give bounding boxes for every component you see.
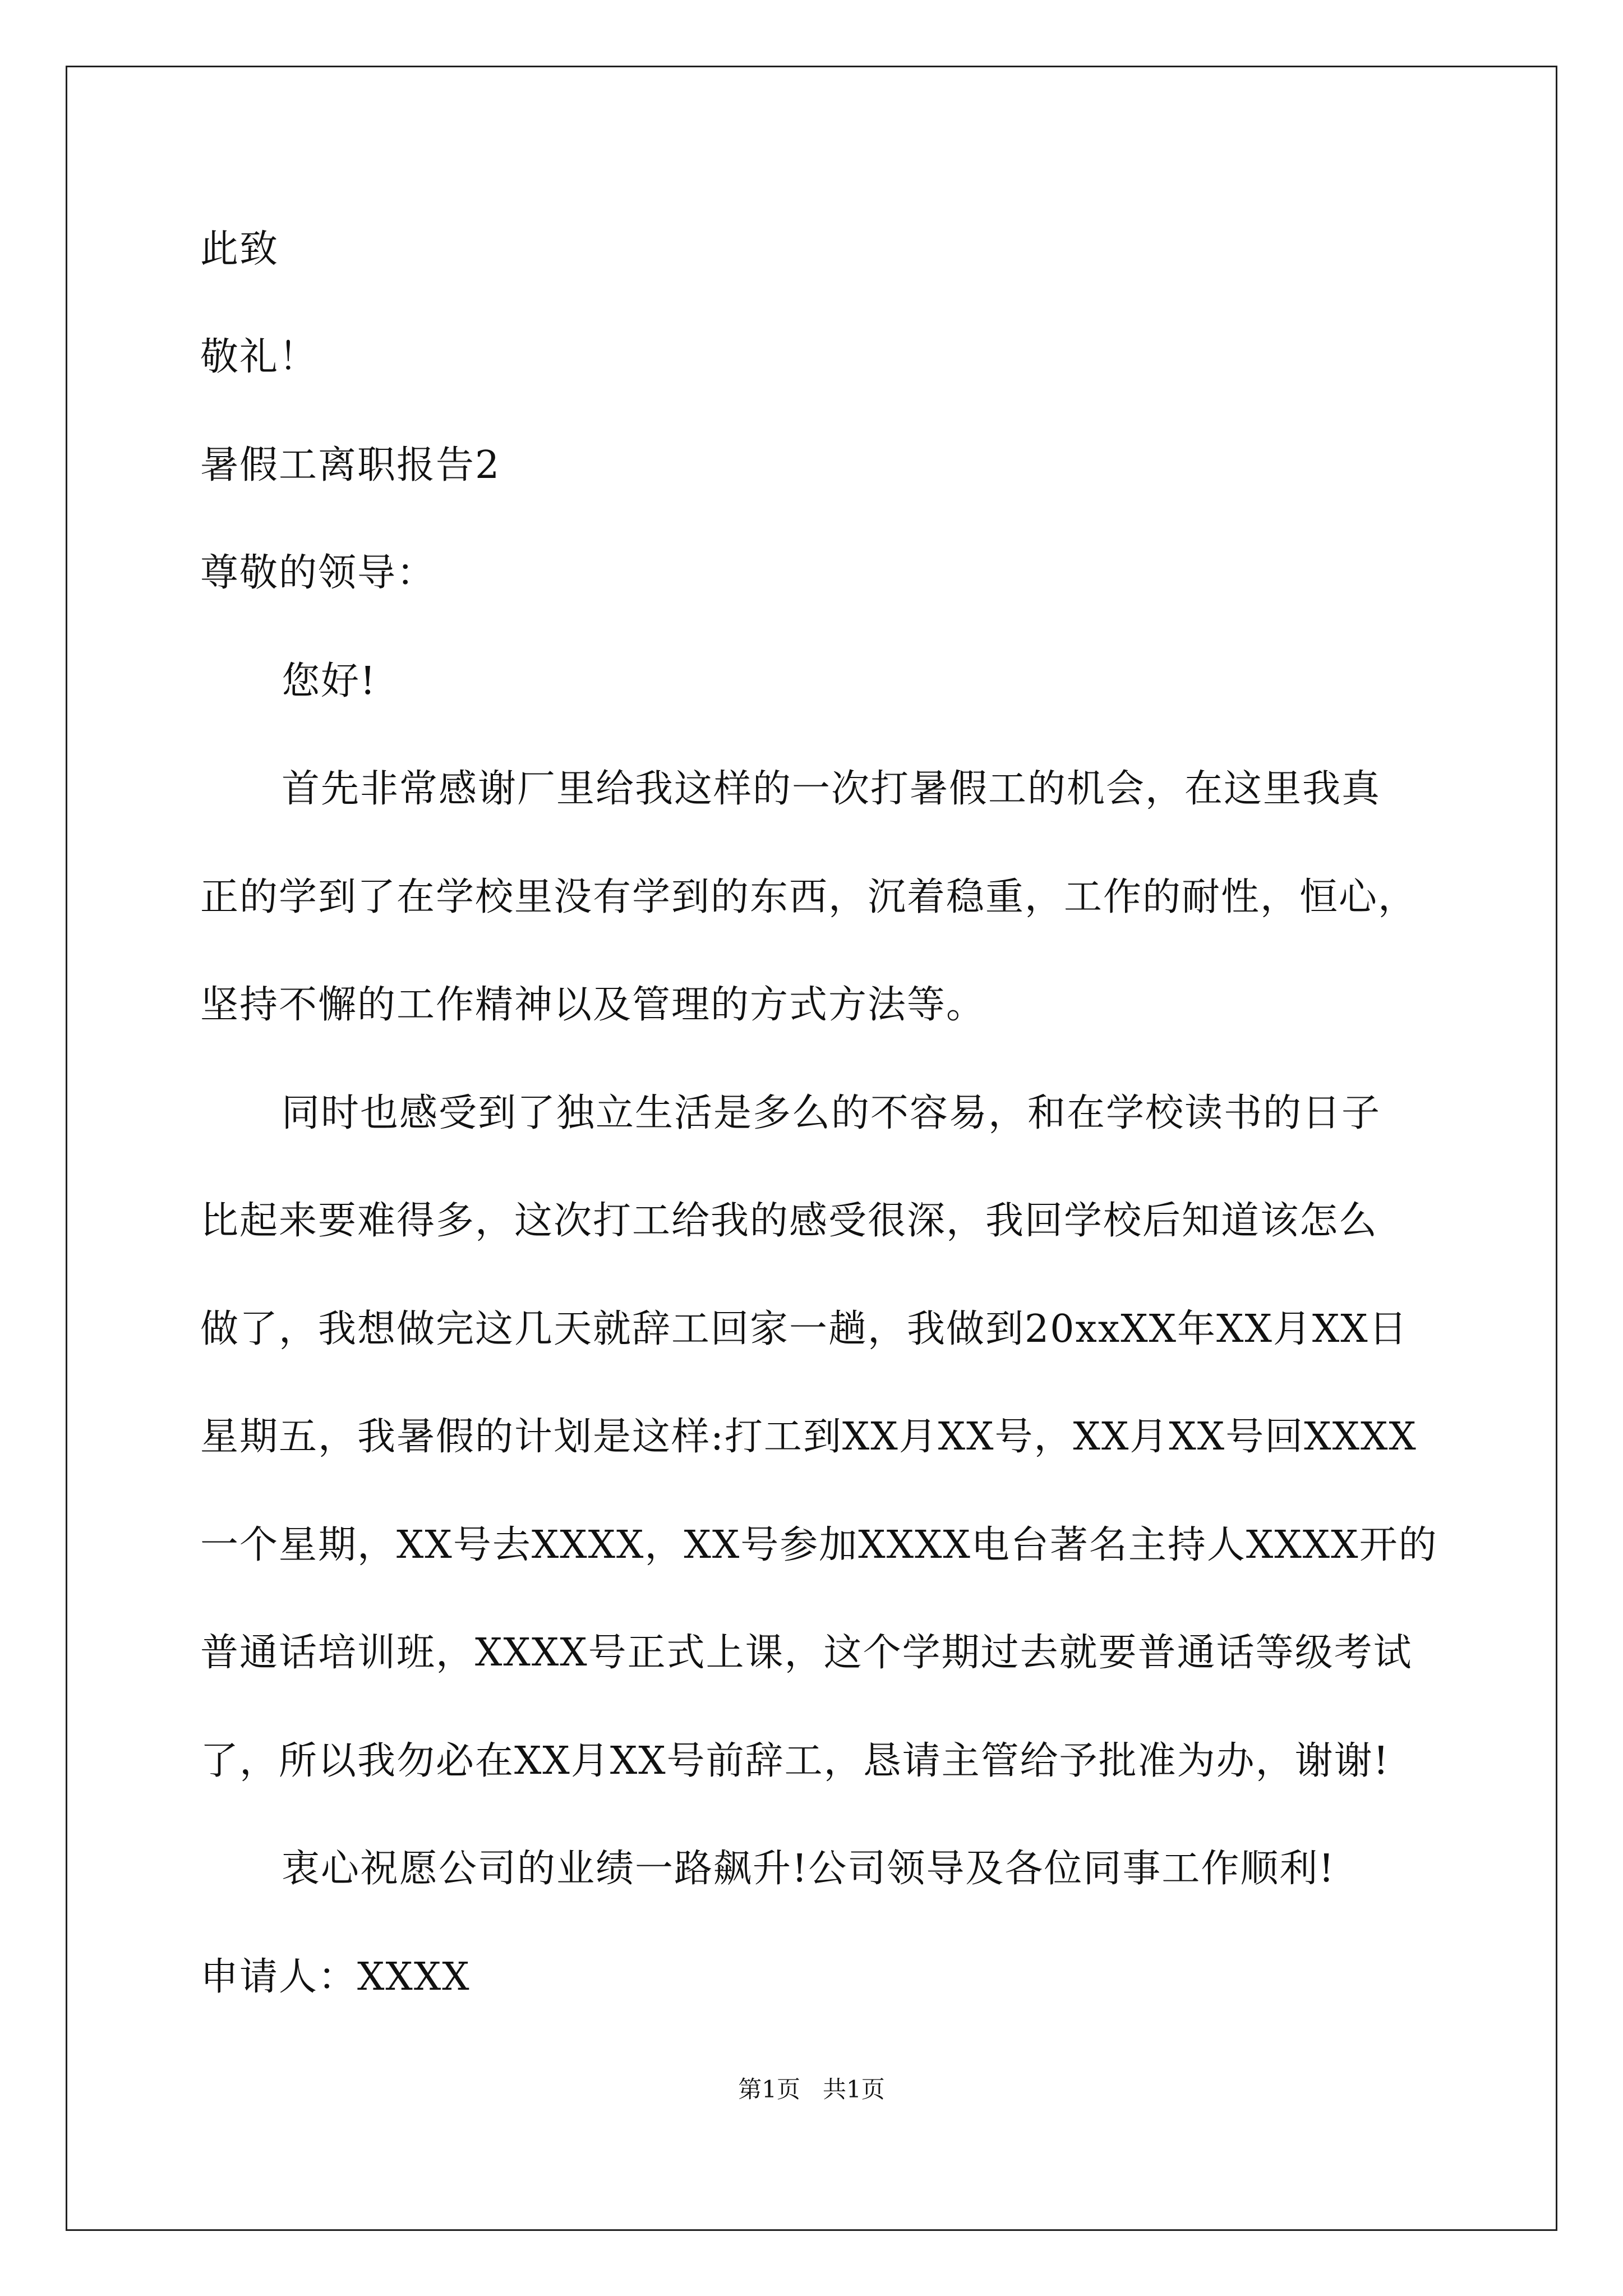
paragraph-2-line-3: 做了，我想做完这几天就辞工回家一趟，我做到20xxXX年XX月XX日 xyxy=(200,1307,1408,1351)
greeting-line: 您好! xyxy=(282,659,377,703)
paragraph-1-line-3: 坚持不懈的工作精神以及管理的方式方法等。 xyxy=(200,983,986,1027)
paragraph-2-line-2: 比起来要难得多，这次打工给我的感受很深，我回学校后知道该怎么 xyxy=(200,1199,1378,1243)
paragraph-2-line-6: 普通话培训班，XXXX号正式上课，这个学期过去就要普通话等级考试 xyxy=(200,1631,1413,1675)
page-footer: 第1页 共1页 xyxy=(738,2076,885,2103)
paragraph-2-line-7: 了，所以我勿必在XX月XX号前辞工，恳请主管给予批准为办，谢谢! xyxy=(200,1739,1390,1783)
closing-line: 此致 xyxy=(200,227,279,272)
paragraph-2-line-1: 同时也感受到了独立生活是多么的不容易，和在学校读书的日子 xyxy=(282,1091,1381,1135)
applicant-line: 申请人：XXXX xyxy=(200,1955,471,1999)
paragraph-2-line-5: 一个星期，XX号去XXXX，XX号参加XXXX电台著名主持人XXXX开的 xyxy=(200,1523,1438,1567)
paragraph-2-line-4: 星期五，我暑假的计划是这样:打工到XX月XX号，XX月XX号回XXXX xyxy=(200,1415,1417,1459)
salutation-line: 敬礼！ xyxy=(200,335,319,379)
paragraph-1-line-2: 正的学到了在学校里没有学到的东西，沉着稳重，工作的耐性，恒心， xyxy=(200,875,1418,919)
document-title: 暑假工离职报告2 xyxy=(200,443,501,487)
paragraph-1-line-1: 首先非常感谢厂里给我这样的一次打暑假工的机会，在这里我真 xyxy=(282,767,1381,811)
wishes-line: 衷心祝愿公司的业绩一路飙升!公司领导及各位同事工作顺利! xyxy=(282,1847,1335,1891)
page-frame xyxy=(66,66,1557,2231)
recipient-line: 尊敬的领导： xyxy=(200,551,436,595)
